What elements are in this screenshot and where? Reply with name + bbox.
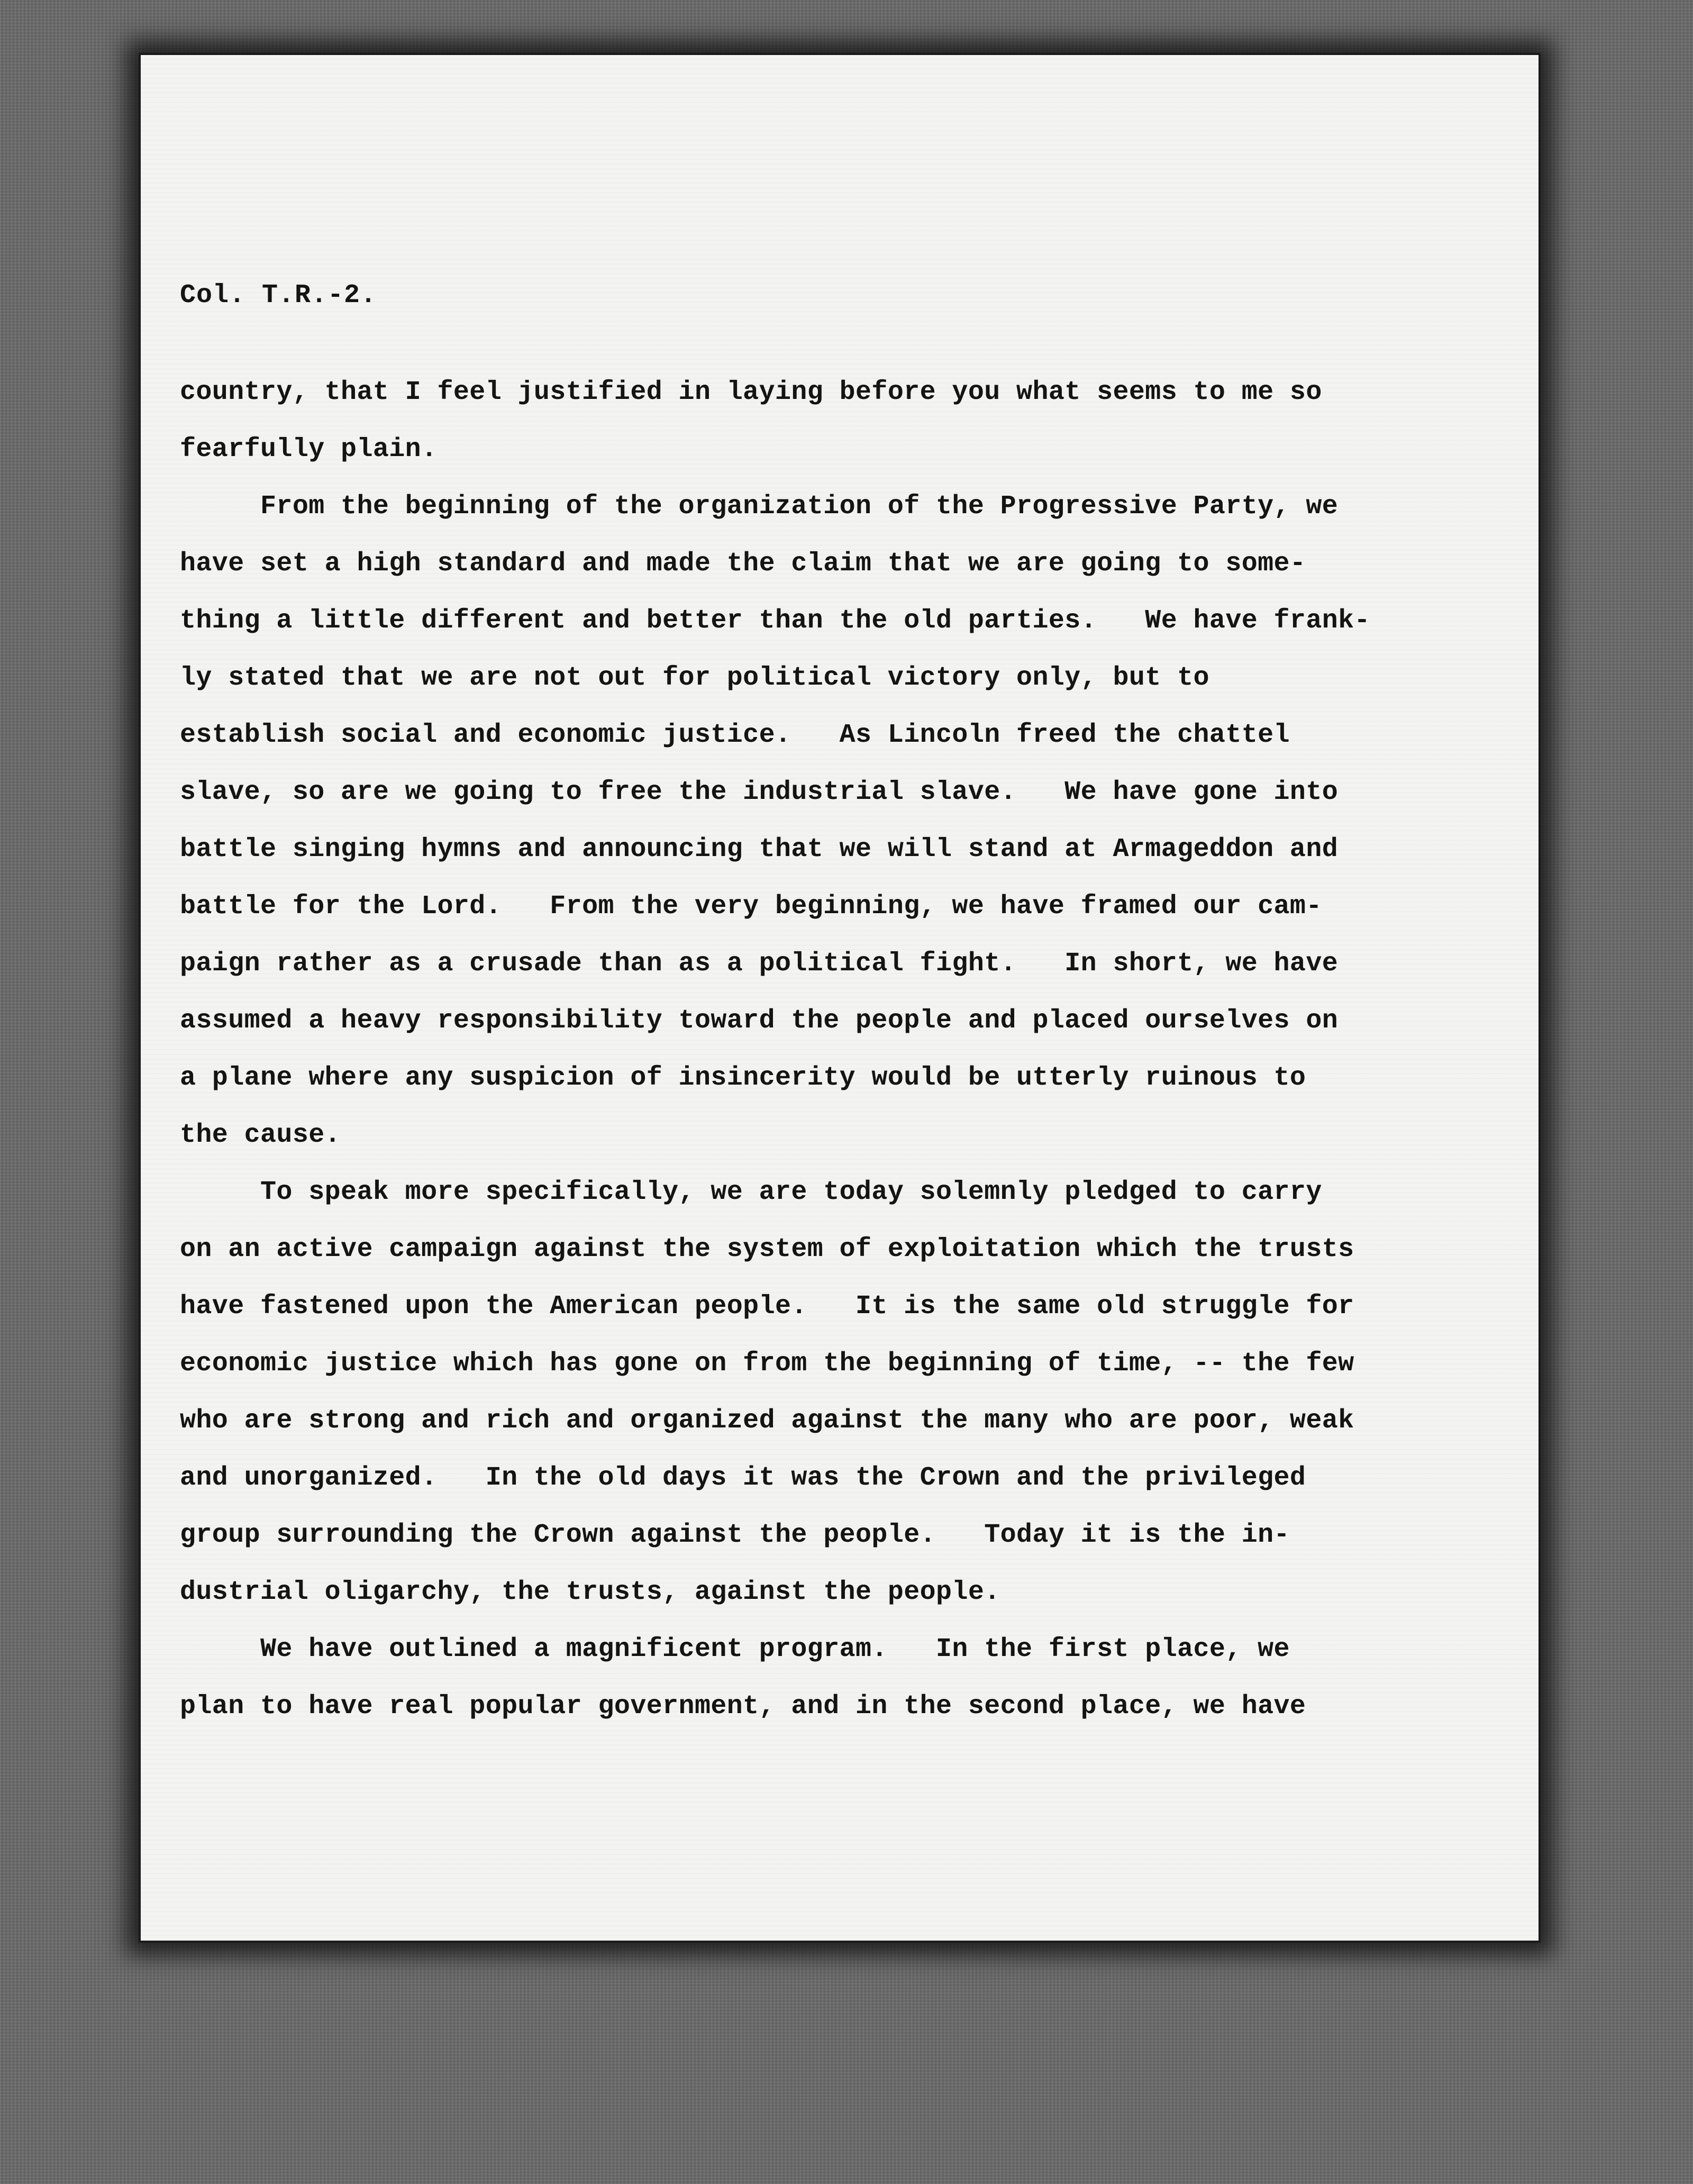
text-line: fearfully plain. [180, 434, 438, 465]
text-line: country, that I feel justified in laying before you what seems to me so [180, 377, 1322, 407]
text-line: plan to have real popular government, and in the second place, we have [180, 1691, 1306, 1722]
body-text [180, 364, 1413, 1735]
text-line: From the beginning of the organization of the Progressive Party, we [180, 492, 1339, 522]
text-line: battle for the Lord. From the very beginning, we have framed our cam- [180, 891, 1322, 922]
text-line: assumed a heavy responsibility toward the people and placed ourselves on [180, 1006, 1339, 1036]
text-line: thing a little different and better than the old parties. We have frank- [180, 606, 1370, 636]
page-header: Col. T.R.-2. [180, 280, 377, 311]
text-line: establish social and economic justice. As Lincoln freed the chattel [180, 720, 1290, 750]
text-line: battle singing hymns and announcing that we will stand at Armageddon and [180, 834, 1339, 865]
text-line: dustrial oligarchy, the trusts, against the people. [180, 1577, 1000, 1607]
text-line: and unorganized. In the old days it was the Crown and the privileged [180, 1463, 1306, 1493]
text-line: who are strong and rich and organized against the many who are poor, weak [180, 1406, 1354, 1436]
text-line: have fastened upon the American people. It is the same old struggle for [180, 1291, 1354, 1322]
text-line: ly stated that we are not out for political victory only, but to [180, 663, 1209, 693]
text-line: economic justice which has gone on from the beginning of time, -- the few [180, 1349, 1354, 1379]
text-line: To speak more specifically, we are today solemnly pledged to carry [180, 1177, 1322, 1207]
text-line: the cause. [180, 1120, 341, 1150]
text-line: have set a high standard and made the claim that we are going to some- [180, 549, 1306, 579]
text-line: slave, so are we going to free the industrial slave. We have gone into [180, 777, 1339, 807]
text-line: a plane where any suspicion of insincerity would be utterly ruinous to [180, 1063, 1306, 1093]
text-line: on an active campaign against the system of exploitation which the trusts [180, 1234, 1354, 1264]
text-line: paign rather as a crusade than as a political fight. In short, we have [180, 949, 1339, 979]
text-line: group surrounding the Crown against the people. Today it is the in- [180, 1520, 1290, 1550]
text-line: We have outlined a magnificent program. In the first place, we [180, 1634, 1290, 1664]
